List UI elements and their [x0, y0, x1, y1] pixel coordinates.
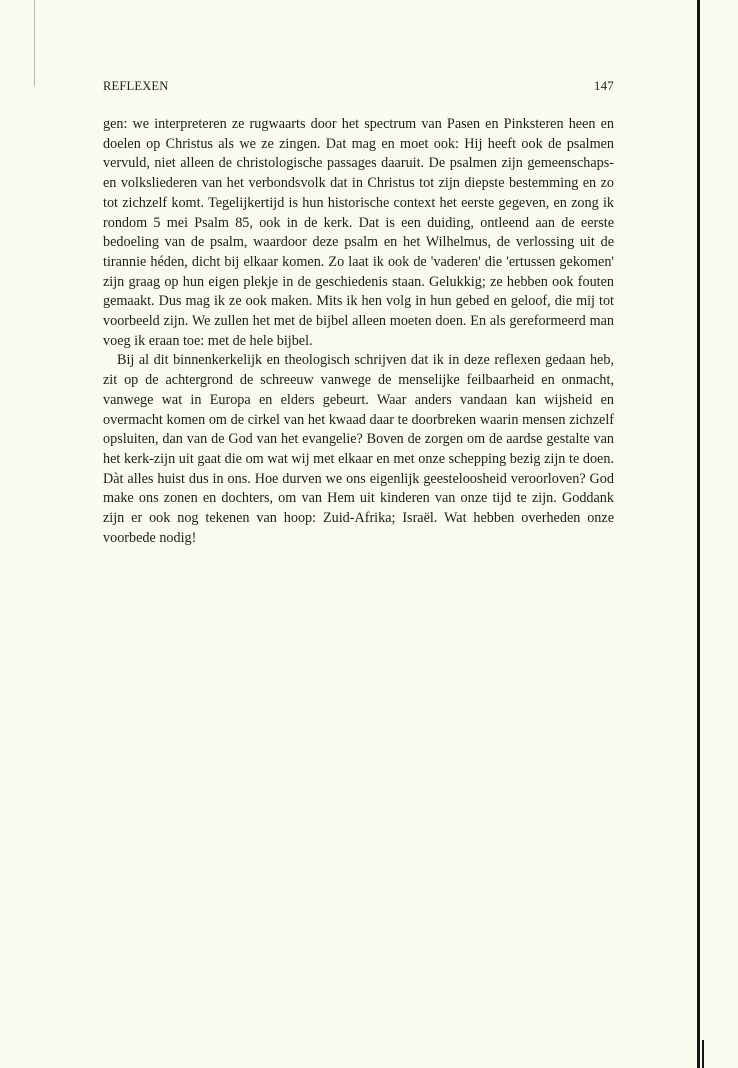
running-head — [103, 78, 614, 98]
scan-edge-right-tail — [702, 1040, 704, 1068]
running-title: REFLEXEN — [103, 79, 169, 93]
paragraph: Bij al dit binnenkerkelijk en theologisch schrijven dat ik in deze reflexen gedaan heb, zit op de achtergrond de schreeuw vanwege de menselijke feilbaarheid en onmacht, vanwege wat in Europa en elders gebeurt. Waar anders vandaan kan wijsheid en overmacht komen om de cirkel van het kwaad daar te doorbreken waarin mensen zichzelf opsluiten, dan van de God van het evangelie? Boven de zorgen om de aardse gestalte van het kerk-zijn uit gaat die om wat wij met elkaar en met onze schepping bezig zijn te doen. Dàt alles huist dus in ons. Hoe durven we ons eigenlijk geesteloosheid veroorloven? God make ons zonen en dochters, om van Hem uit kinderen van onze tijd te zijn. Goddank zijn er ook nog tekenen van hoop: Zuid-Afrika; Israël. Wat hebben overheden onze voorbede nodig! — [103, 352, 614, 546]
book-page — [103, 78, 614, 548]
paragraph-continued: gen: we interpreteren ze rugwaarts door het spectrum van Pasen en Pinksteren heen en doelen op Christus als we ze zingen. Dat mag en moet ook: Hij heeft ook de psalmen vervuld, niet alleen de christologische passages daaruit. De psalmen zijn gemeenschaps- en volksliederen van het verbondsvolk dat in Christus tot zijn diepste bestemming en zo tot zichzelf komt. Tegelijkertijd is hun historische context het eerste gegeven, en zong ik rondom 5 mei Psalm 85, ook in de kerk. Dat is een duiding, ontleend aan de eerste bedoeling van de psalm, waardoor deze psalm en het Wilhelmus, de verlossing uit de tirannie héden, dicht bij elkaar komen. Zo laat ik ook de 'vaderen' die 'ertussen gekomen' zijn graag op hun eigen plekje in de geschiedenis staan. Gelukkig; ze hebben ook fouten gemaakt. Dus mag ik ze ook maken. Mits ik hen volg in hun gebed en geloof, die mij tot voorbeeld zijn. We zullen het met de bijbel alleen moeten doen. En als gereformeerd man voeg ik eraan toe: met de hele bijbel. — [103, 116, 614, 349]
body-text — [103, 115, 614, 548]
scan-edge-left — [34, 0, 35, 86]
page-number: 147 — [593, 78, 614, 93]
scan-edge-right — [697, 0, 700, 1068]
